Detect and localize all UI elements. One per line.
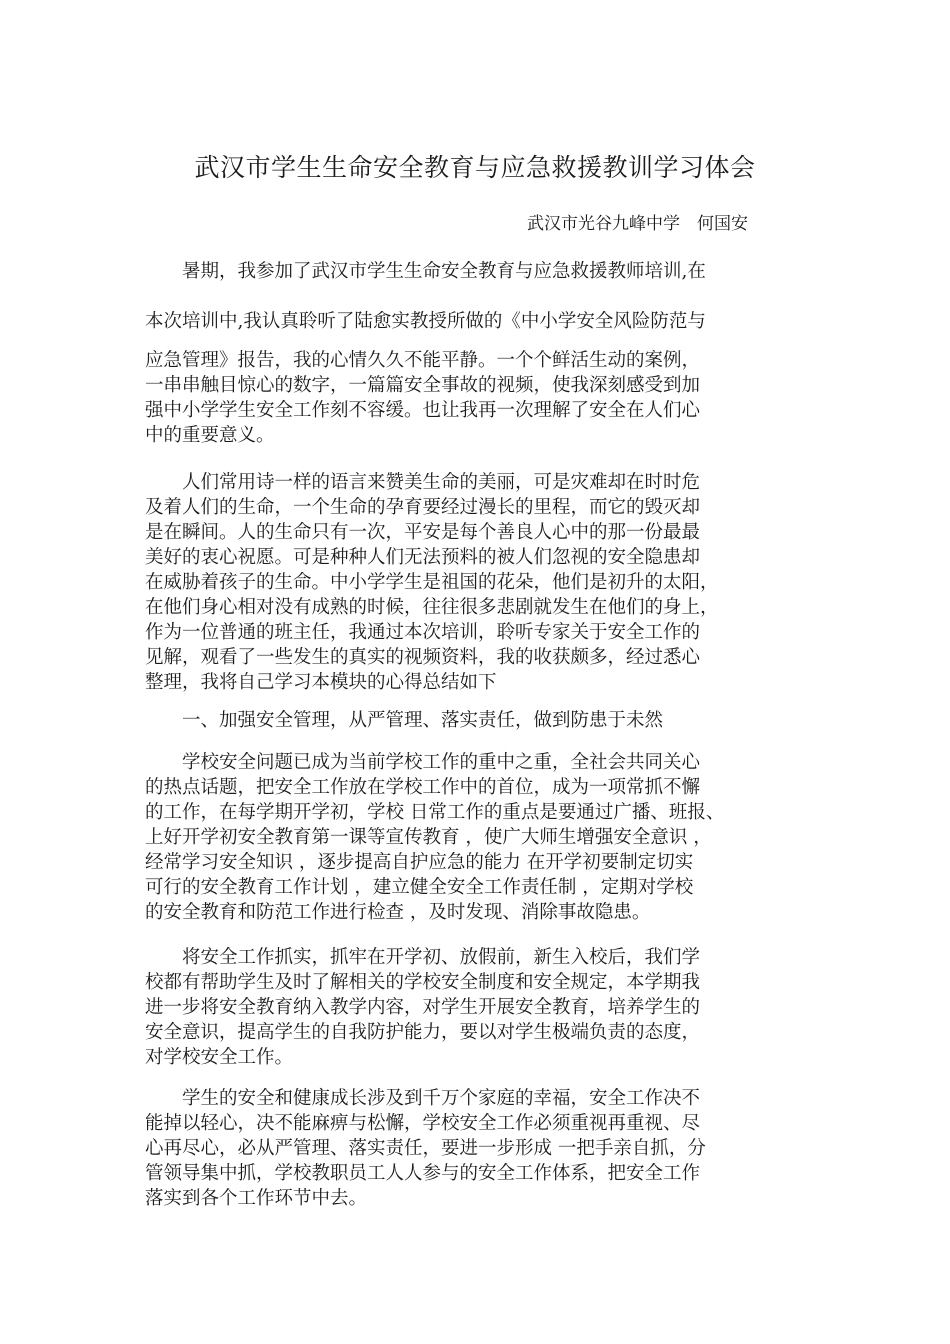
paragraph-5-line: 对学校安全工作。: [145, 1047, 294, 1068]
paragraph-6-line: 心再尽心，必从严管理、落实责任，要进一步形成 一把手亲自抓，分: [145, 1138, 706, 1159]
paragraph-3-line: 一、加强安全管理，从严管理、落实责任，做到防患于未然: [145, 710, 664, 731]
paragraph-4-line: 可行的安全教育工作计划 ，建立健全安全工作责任制 ，定期对学校: [145, 877, 694, 898]
paragraph-5-line: 安全意识，提高学生的自我防护能力，要以对学生极端负责的态度，: [145, 1022, 701, 1043]
paragraph-1-line: 本次培训中,我认真聆听了陆愈实教授所做的《中小学安全风险防范与: [145, 311, 706, 332]
paragraph-1-line: 中的重要意义。: [145, 425, 275, 446]
paragraph-2-line: 在他们身心相对没有成熟的时候，往往很多悲剧就发生在他们的身上，: [145, 597, 719, 618]
paragraph-5-line: 校都有帮助学生及时了解相关的学校安全制度和安全规定，本学期我: [145, 972, 701, 993]
paragraph-2-line: 作为一位普通的班主任，我通过本次培训，聆听专家关于安全工作的: [145, 622, 701, 643]
paragraph-1-line: 强中小学学生安全工作刻不容缓。也让我再一次理解了安全在人们心: [145, 400, 701, 421]
paragraph-6-line: 落实到各个工作环节中去。: [145, 1188, 368, 1209]
paragraph-1-line: 应急管理》报告，我的心情久久不能平静。一个个鲜活生动的案例，: [145, 350, 701, 371]
paragraph-6-line: 管领导集中抓，学校教职员工人人参与的安全工作体系，把安全工作: [145, 1163, 701, 1184]
author-line: 武汉市光谷九峰中学 何国安: [527, 214, 748, 234]
paragraph-2-line: 见解，观看了一些发生的真实的视频资料，我的收获颇多，经过悉心: [145, 647, 701, 668]
paragraph-5-line: 将安全工作抓实，抓牢在开学初、放假前，新生入校后，我们学: [145, 947, 701, 968]
paragraph-2-line: 在威胁着孩子的生命。中小学学生是祖国的花朵，他们是初升的太阳，: [145, 572, 719, 593]
paragraph-1-line: 一串串触目惊心的数字，一篇篇安全事故的视频，使我深刻感受到加: [145, 375, 701, 396]
paragraph-2-line: 美好的衷心祝愿。可是种种人们无法预料的被人们忽视的安全隐患却: [145, 547, 701, 568]
paragraph-4-line: 的安全教育和防范工作进行检查 ，及时发现、消除事故隐患。: [145, 902, 651, 923]
paragraph-2-line: 人们常用诗一样的语言来赞美生命的美丽，可是灾难却在时时危: [145, 472, 701, 493]
paragraph-6-line: 能掉以轻心，决不能麻痹与松懈，学校安全工作必须重视再重视、尽: [145, 1113, 701, 1134]
paragraph-1-line: 暑期，我参加了武汉市学生生命安全教育与应急救援教师培训,在: [145, 261, 706, 282]
paragraph-4-line: 的热点话题，把安全工作放在学校工作中的首位，成为一项常抓不懈: [145, 777, 701, 798]
paragraph-4-line: 上好开学初安全教育第一课等宣传教育 ，使广大师生增强安全意识 ，: [145, 827, 712, 848]
paragraph-4-line: 经常学习安全知识 ，逐步提高自护应急的能力 在开学初要制定切实: [145, 852, 694, 873]
paragraph-2-line: 及着人们的生命，一个生命的孕育要经过漫长的里程，而它的毁灭却: [145, 497, 701, 518]
paragraph-6-line: 学生的安全和健康成长涉及到千万个家庭的幸福，安全工作决不: [145, 1088, 701, 1109]
paragraph-2-line: 是在瞬间。人的生命只有一次，平安是每个善良人心中的那一份最最: [145, 522, 701, 543]
document-title: 武汉市学生生命安全教育与应急救援教训学习体会: [194, 153, 756, 182]
paragraph-2-line: 整理，我将自己学习本模块的心得总结如下: [145, 672, 497, 693]
paragraph-5-line: 进一步将安全教育纳入教学内容，对学生开展安全教育，培养学生的: [145, 997, 701, 1018]
paragraph-4-line: 学校安全问题已成为当前学校工作的重中之重，全社会共同关心: [145, 752, 701, 773]
paragraph-4-line: 的工作，在每学期开学初，学校 日常工作的重点是要通过广播、班报、: [145, 802, 725, 823]
